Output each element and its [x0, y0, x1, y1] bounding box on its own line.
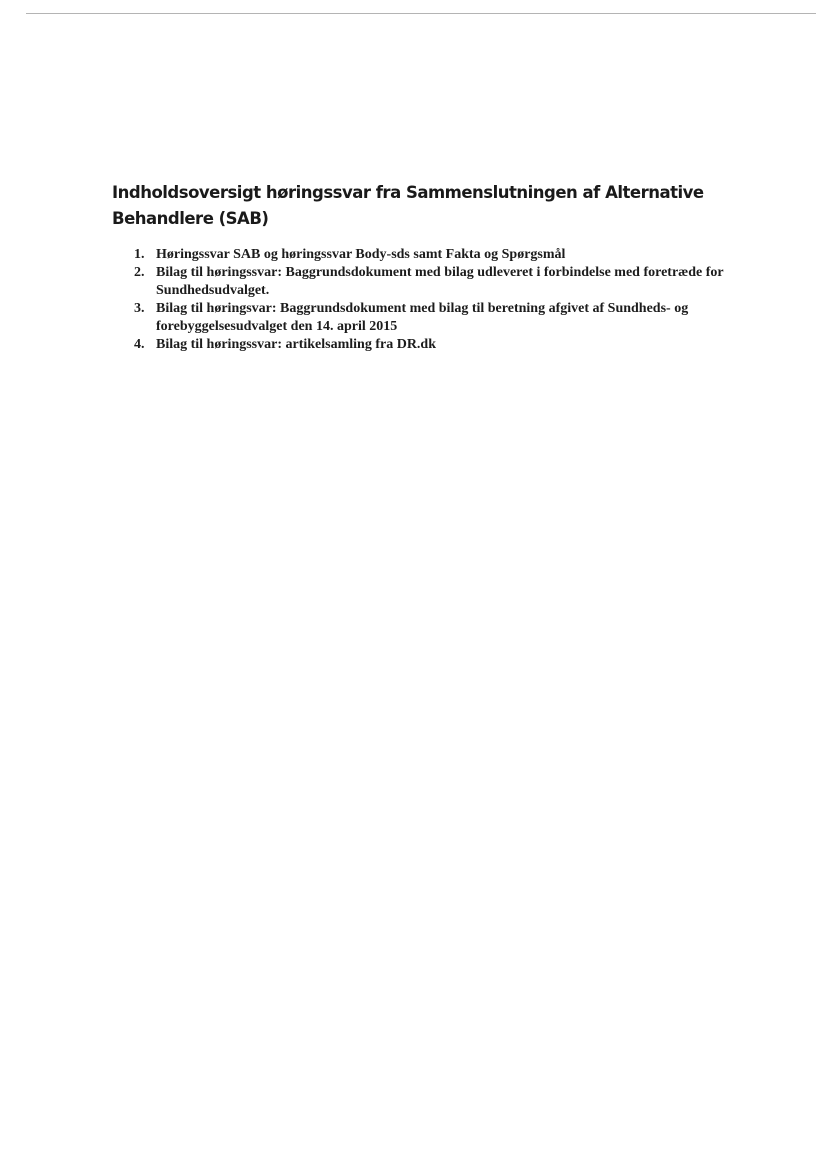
document-title: Indholdsoversigt høringssvar fra Sammenslutningen af Alternative Behandlere (SAB)	[112, 183, 704, 228]
toc-item-number: 3.	[134, 301, 145, 316]
toc-item	[112, 336, 732, 354]
toc-item-number: 1.	[134, 247, 145, 262]
toc-item-text: Bilag til høringssvar: artikelsamling fra DR.dk	[156, 337, 437, 352]
toc-item	[112, 246, 732, 264]
toc-item-text: Bilag til høringssvar: Baggrundsdokument med bilag udleveret i forbindelse med foretræde for Sundhedsudvalget.	[156, 265, 724, 298]
toc-item-number: 2.	[134, 265, 145, 280]
toc-item	[112, 300, 732, 336]
toc-item	[112, 264, 732, 300]
top-rule	[26, 13, 816, 14]
toc-item-text: Høringssvar SAB og høringssvar Body-sds samt Fakta og Spørgsmål	[156, 247, 566, 262]
toc-item-text: Bilag til høringsvar: Baggrundsdokument med bilag til beretning afgivet af Sundheds- og forebyggelsesudvalget den 14. april 2015	[156, 301, 689, 334]
toc-list	[112, 246, 732, 354]
toc-item-number: 4.	[134, 337, 145, 352]
